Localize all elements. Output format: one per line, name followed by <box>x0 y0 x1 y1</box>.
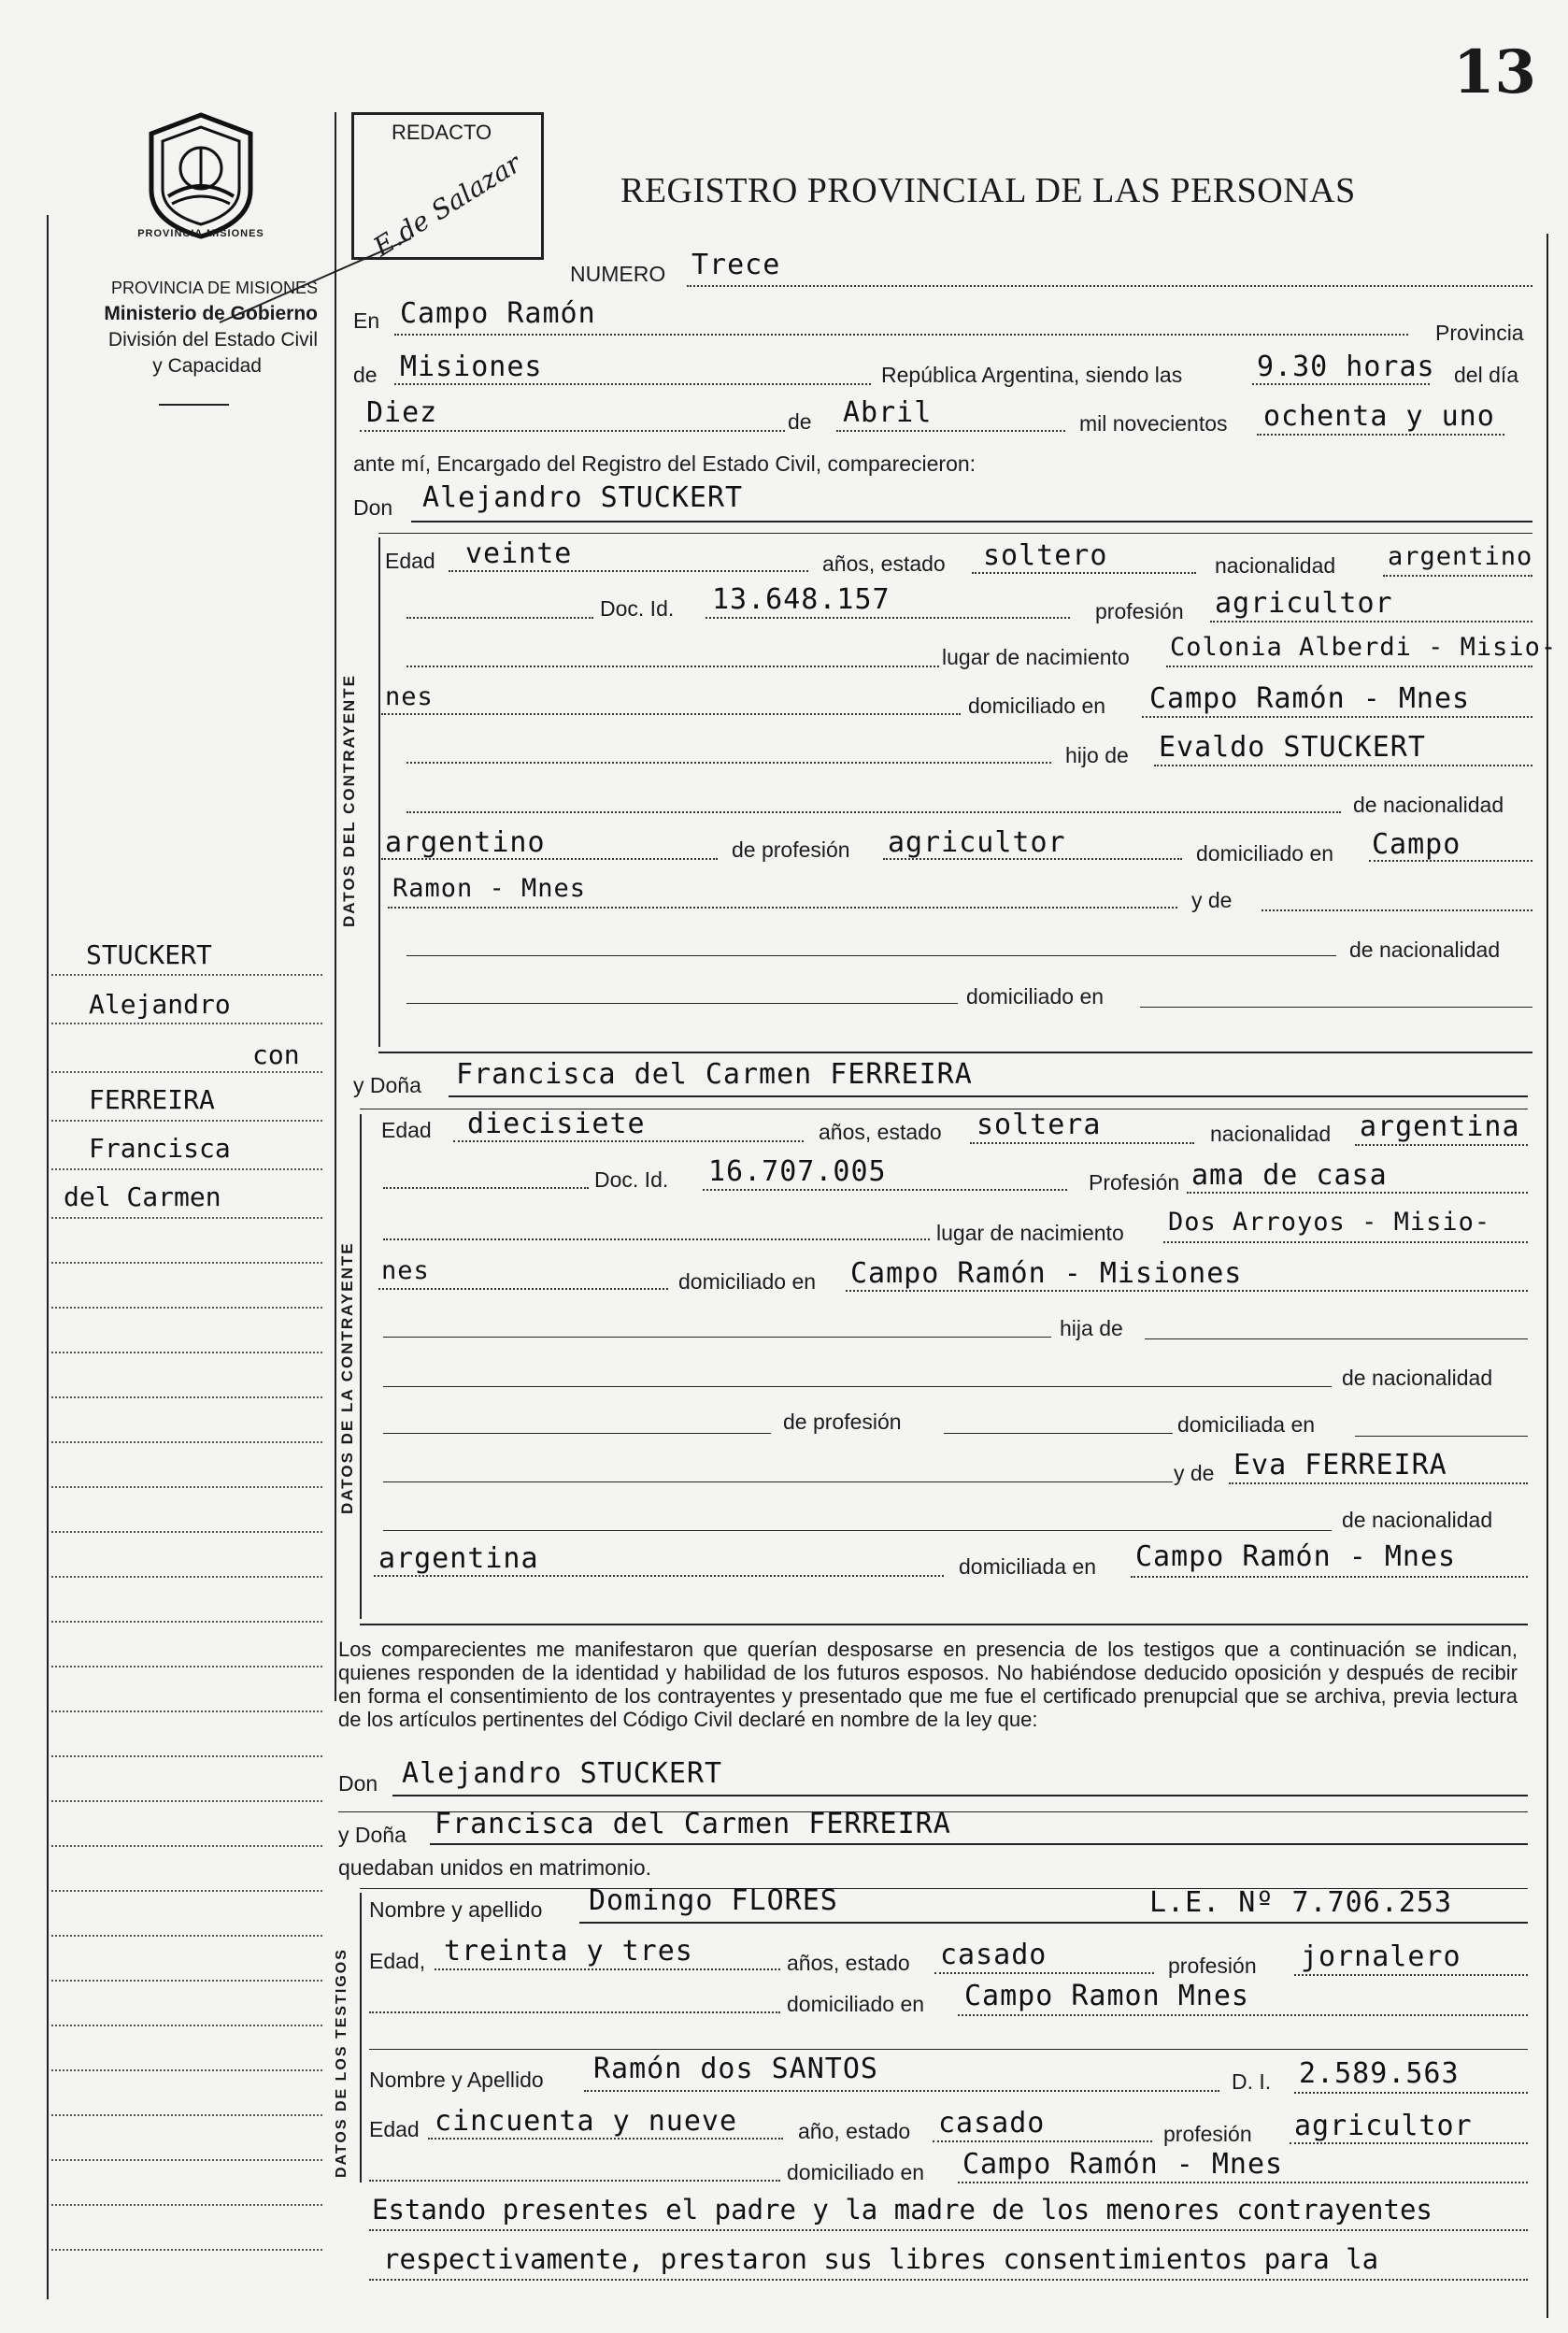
contrayente-estado: soltero <box>983 539 1108 572</box>
org-line3: División del Estado Civil <box>107 329 318 351</box>
madre-name: Eva FERREIRA <box>1233 1449 1447 1481</box>
de-mes-label: de <box>788 409 812 434</box>
del-dia-label: del día <box>1454 363 1519 387</box>
t1-domicilio: Campo Ramon Mnes <box>964 1980 1249 2012</box>
de-nacionalidad-label-3: de nacionalidad <box>1342 1366 1493 1390</box>
contrayenta-bracket <box>360 1114 362 1619</box>
decl-dona-value: Francisca del Carmen FERREIRA <box>435 1808 951 1840</box>
de-label: de <box>353 363 378 387</box>
t1-domiciliado-label: domiciliado en <box>787 1992 925 2016</box>
contrayenta-side-label: DATOS DE LA CONTRAYENTE <box>338 1241 356 1514</box>
testigos-bracket <box>360 1893 362 2183</box>
t2-estado: casado <box>938 2107 1046 2140</box>
main-border-left <box>335 112 336 1701</box>
domiciliado-label-2: domiciliado en <box>966 984 1105 1009</box>
margin-line4: FERREIRA <box>89 1084 215 1115</box>
contrayente-domicilio: Campo Ramón - Mnes <box>1149 682 1471 715</box>
declaration-paragraph: Los comparecientes me manifestaron que querían desposarse en presencia de los testigos que a continuación se indican, quienes responden de la identidad y habilidad de los futuros esposos. No habiéndose deducido oposición y después de recibir en forma el consentimiento de los contrayentes y presentado que me fue el certificado prenupcial que se archiva, previa lectura de los artículos pertinentes del Código Civil declaré en nombre de la ley que: <box>338 1638 1518 1731</box>
padre-domicilio-1: Campo <box>1372 828 1461 861</box>
contrayente-doc: 13.648.157 <box>712 583 891 616</box>
t1-edad-label: Edad, <box>369 1949 426 1973</box>
note-line-2: respectivamente, prestaron sus libres consentimientos para la <box>383 2243 1379 2275</box>
t2-doc: 2.589.563 <box>1299 2057 1460 2090</box>
margin-line3: con <box>252 1039 300 1070</box>
t1-edad: treinta y tres <box>444 1935 693 1968</box>
org-divider <box>159 404 229 406</box>
hora-value: 9.30 horas <box>1257 351 1435 383</box>
domiciliado-label-3: domiciliado en <box>678 1269 817 1294</box>
decl-don-value: Alejandro STUCKERT <box>402 1757 723 1790</box>
t2-doc-label: D. I. <box>1232 2069 1272 2094</box>
decl-don-label: Don <box>338 1771 378 1796</box>
t2-profesion-label: profesión <box>1163 2122 1252 2146</box>
domiciliada-label-2: domiciliada en <box>959 1554 1097 1579</box>
redacto-label: REDACTO <box>392 121 492 144</box>
nacionalidad-label-2: nacionalidad <box>1210 1122 1332 1146</box>
padre-domicilio-2: Ramon - Mnes <box>392 874 587 903</box>
madre-domicilio: Campo Ramón - Mnes <box>1135 1540 1457 1573</box>
ante-mi-label: ante mí, Encargado del Registro del Estado Civil, comparecieron: <box>353 451 976 476</box>
contrayenta-name: Francisca del Carmen FERREIRA <box>456 1058 973 1091</box>
contrayente-bracket <box>378 537 380 1047</box>
margin-line5: Francisca <box>89 1133 231 1164</box>
redacto-signature: E.de Salazar <box>367 148 527 263</box>
t2-edad-label: Edad <box>369 2117 420 2141</box>
padre-nacionalidad: argentino <box>385 826 546 859</box>
nacionalidad-label: nacionalidad <box>1215 553 1336 578</box>
t1-profesion-label: profesión <box>1168 1954 1257 1978</box>
contrayenta-lugar-1: Dos Arroyos - Misio- <box>1168 1208 1491 1237</box>
contrayenta-profesion: ama de casa <box>1191 1159 1388 1192</box>
org-line1: PROVINCIA DE MISIONES <box>110 279 318 297</box>
contrayenta-estado: soltera <box>976 1109 1102 1141</box>
republica-label: República Argentina, siendo las <box>881 363 1183 387</box>
t1-anios-estado-label: años, estado <box>787 1951 910 1975</box>
de-value: Misiones <box>400 351 543 383</box>
document-title: REGISTRO PROVINCIAL DE LAS PERSONAS <box>620 171 1356 210</box>
t2-anios-estado-label: año, estado <box>798 2119 911 2143</box>
contrayente-lugar-1: Colonia Alberdi - Misio- <box>1170 633 1558 662</box>
don-label: Don <box>353 495 393 520</box>
madre-nacionalidad: argentina <box>378 1542 539 1575</box>
y-de-label-2: y de <box>1174 1461 1215 1485</box>
lugar-label: lugar de nacimiento <box>942 645 1130 669</box>
decl-dona-label: y Doña <box>338 1823 406 1847</box>
testigos-side-label: DATOS DE LOS TESTIGOS <box>334 1948 349 2178</box>
y-de-label: y de <box>1191 888 1233 912</box>
dona-label: y Doña <box>353 1073 421 1097</box>
t1-profesion: jornalero <box>1301 1940 1461 1973</box>
margin-line6: del Carmen <box>64 1181 221 1212</box>
contrayenta-doc: 16.707.005 <box>708 1155 887 1188</box>
edad-label-2: Edad <box>381 1118 432 1142</box>
margin-line2: Alejandro <box>89 989 231 1020</box>
org-line4: y Capacidad <box>152 355 262 377</box>
en-label: En <box>353 308 380 333</box>
page-number: 13 <box>1453 37 1537 107</box>
contrayente-nacionalidad: argentino <box>1388 542 1533 571</box>
contrayente-profesion: agricultor <box>1215 587 1393 620</box>
contrayente-side-label: DATOS DEL CONTRAYENTE <box>340 674 358 927</box>
anios-estado-label-2: años, estado <box>819 1120 942 1144</box>
padre-name: Evaldo STUCKERT <box>1159 731 1426 764</box>
margin-border <box>47 215 49 2299</box>
mil-label: mil novecientos <box>1079 411 1228 436</box>
de-profesion-label-2: de profesión <box>783 1410 902 1434</box>
redacto-slash <box>210 234 416 327</box>
t2-nombre-label: Nombre y Apellido <box>369 2068 544 2092</box>
t2-profesion: agricultor <box>1294 2110 1473 2142</box>
numero-value: Trece <box>691 249 781 281</box>
unidos-label: quedaban unidos en matrimonio. <box>338 1855 652 1880</box>
de-nacionalidad-label-2: de nacionalidad <box>1349 937 1501 962</box>
main-border-right <box>1547 234 1548 2318</box>
contrayenta-domicilio: Campo Ramón - Misiones <box>850 1257 1243 1290</box>
contrayente-lugar-2: nes <box>385 682 434 711</box>
contrayenta-edad: diecisiete <box>467 1108 646 1140</box>
t2-domicilio: Campo Ramón - Mnes <box>962 2148 1284 2181</box>
numero-label: NUMERO <box>570 262 666 286</box>
contrayenta-nacionalidad: argentina <box>1360 1110 1520 1143</box>
doc-label: Doc. Id. <box>600 596 675 621</box>
domiciliado-label: domiciliado en <box>968 694 1106 718</box>
contrayente-name: Alejandro STUCKERT <box>422 481 744 514</box>
anios-estado-label: años, estado <box>822 551 946 576</box>
domiciliado-en-label: domiciliado en <box>1196 841 1334 866</box>
de-profesion-label: de profesión <box>732 837 850 862</box>
provincia-label: Provincia <box>1435 321 1524 345</box>
t1-nombre-label: Nombre y apellido <box>369 1897 543 1922</box>
profesion-label: profesión <box>1095 599 1184 623</box>
note-line-1: Estando presentes el padre y la madre de los menores contrayentes <box>372 2194 1433 2226</box>
margin-line1: STUCKERT <box>86 939 212 970</box>
doc-label-2: Doc. Id. <box>594 1167 669 1192</box>
hija-de-label: hija de <box>1060 1316 1123 1340</box>
org-line2: Ministerio de Gobierno <box>104 303 318 324</box>
t2-domiciliado-label: domiciliado en <box>787 2160 925 2184</box>
en-value: Campo Ramón <box>400 297 596 330</box>
provincial-seal <box>137 110 264 241</box>
edad-label: Edad <box>385 549 435 573</box>
contrayente-edad: veinte <box>465 537 573 570</box>
contrayenta-lugar-2: nes <box>381 1256 430 1285</box>
padre-profesion: agricultor <box>888 826 1066 859</box>
hijo-de-label: hijo de <box>1065 743 1129 767</box>
t2-edad: cincuenta y nueve <box>435 2105 738 2138</box>
t1-estado: casado <box>940 1939 1048 1971</box>
t1-nombre: Domingo FLORES <box>589 1884 838 1917</box>
mes-value: Abril <box>843 396 933 429</box>
de-nacionalidad-label-4: de nacionalidad <box>1342 1508 1493 1532</box>
t1-doc: L.E. Nº 7.706.253 <box>1149 1886 1453 1919</box>
seal-text: PROVINCIA MISIONES <box>137 228 264 239</box>
domiciliada-label: domiciliada en <box>1177 1412 1316 1437</box>
profesion-label-2: Profesión <box>1089 1170 1180 1195</box>
anio-value: ochenta y uno <box>1263 400 1495 433</box>
lugar-label-2: lugar de nacimiento <box>936 1221 1124 1245</box>
dia-value: Diez <box>366 396 438 429</box>
de-nacionalidad-label: de nacionalidad <box>1353 793 1504 817</box>
t2-nombre: Ramón dos SANTOS <box>593 2053 878 2085</box>
